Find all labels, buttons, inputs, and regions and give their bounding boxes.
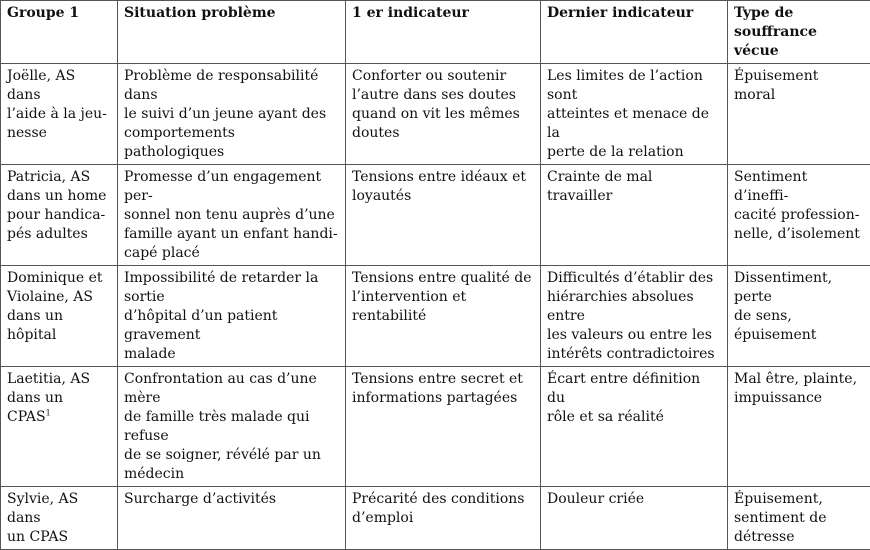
table-row	[1, 266, 870, 367]
table-row	[1, 64, 870, 165]
header-first-indicator: 1 er indicateur	[346, 1, 541, 64]
cell-suffering: Dissentiment, perte de sens, épuisement	[728, 266, 870, 367]
footnote-marker: 1	[46, 408, 51, 417]
cell-last-indicator: Crainte de mal travailler	[541, 165, 728, 266]
cell-suffering: Épuisement moral	[728, 64, 870, 165]
cell-first-indicator: Conforter ou soutenir l’autre dans ses doutes quand on vit les mêmes doutes	[346, 64, 541, 165]
header-last-indicator: Dernier indicateur	[541, 1, 728, 64]
cell-situation: Confrontation au cas d’une mère de famille très malade qui refuse de se soigner, révélé par un médecin	[118, 367, 346, 487]
cell-person: Dominique et Violaine, AS dans un hôpital	[1, 266, 118, 367]
cell-last-indicator: Douleur criée	[541, 487, 728, 550]
header-group: Groupe 1	[1, 1, 118, 64]
header-situation: Situation problème	[118, 1, 346, 64]
header-suffering-type: Type de souffrance vécue	[728, 1, 870, 64]
cell-situation: Impossibilité de retarder la sortie d’hôpital d’un patient gravement malade	[118, 266, 346, 367]
cell-last-indicator: Les limites de l’action sont atteintes et menace de la perte de la relation	[541, 64, 728, 165]
cell-person: Joëlle, AS dans l’aide à la jeu- nesse	[1, 64, 118, 165]
cell-first-indicator: Tensions entre secret et informations partagées	[346, 367, 541, 487]
cell-suffering: Sentiment d’ineffi- cacité profession- nelle, d’isolement	[728, 165, 870, 266]
cell-suffering: Mal être, plainte, impuissance	[728, 367, 870, 487]
cell-person: Patricia, AS dans un home pour handica- pés adultes	[1, 165, 118, 266]
cell-situation: Promesse d’un engagement per- sonnel non tenu auprès d’une famille ayant un enfant handi- capé placé	[118, 165, 346, 266]
cell-person	[1, 367, 118, 487]
cell-person-text: Laetitia, AS dans un CPAS	[7, 371, 90, 425]
cell-suffering: Épuisement, sentiment de détresse	[728, 487, 870, 550]
cell-last-indicator: Écart entre définition du rôle et sa réalité	[541, 367, 728, 487]
header-row	[1, 1, 870, 64]
table-row	[1, 487, 870, 550]
table-row	[1, 367, 870, 487]
cell-situation: Problème de responsabilité dans le suivi d’un jeune ayant des comportements pathologiques	[118, 64, 346, 165]
cell-first-indicator: Tensions entre qualité de l’intervention et rentabilité	[346, 266, 541, 367]
cell-situation: Surcharge d’activités	[118, 487, 346, 550]
cell-person: Sylvie, AS dans un CPAS	[1, 487, 118, 550]
cell-last-indicator: Difficultés d’établir des hiérarchies absolues entre les valeurs ou entre les intérêts contradictoires	[541, 266, 728, 367]
cell-first-indicator: Tensions entre idéaux et loyautés	[346, 165, 541, 266]
table-row	[1, 165, 870, 266]
cell-first-indicator: Précarité des conditions d’emploi	[346, 487, 541, 550]
